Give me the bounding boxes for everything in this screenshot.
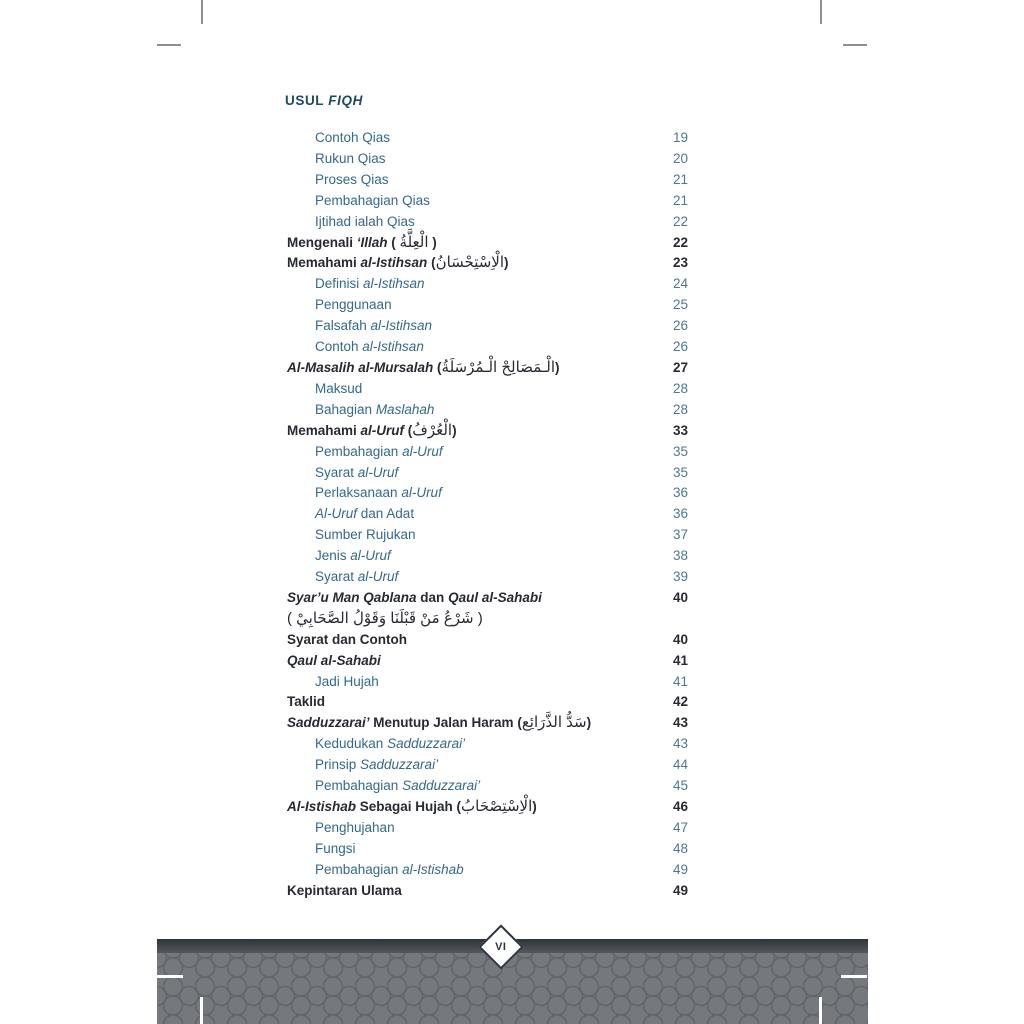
- toc-entry-label: Al-Uruf dan Adat: [315, 506, 415, 522]
- toc-entry: [287, 672, 688, 693]
- toc-page-number: 36: [672, 506, 688, 522]
- toc-page-number: 37: [672, 527, 688, 543]
- toc-entry-label: Sadduzzarai’ Menutup Jalan Haram (سَدُّ الذَّرَائِع): [287, 714, 592, 732]
- toc-entry-label: Pembahagian Sadduzzarai’: [315, 778, 481, 794]
- toc-entry: [287, 525, 688, 546]
- toc-page-number: 22: [672, 213, 688, 229]
- crop-mark-bottom-left-horizontal: [157, 975, 183, 978]
- running-head-plain: USUL: [285, 93, 324, 108]
- toc-entry: [287, 776, 688, 797]
- toc-entry: [287, 839, 688, 860]
- toc-entry-label: Syarat dan Contoh: [287, 631, 408, 647]
- toc-entry: [287, 400, 688, 421]
- toc-entry-label: Definisi al-Istihsan: [315, 276, 425, 292]
- toc-entry-label: Proses Qias: [315, 171, 389, 187]
- toc-entry-label: Sumber Rujukan: [315, 527, 416, 543]
- toc-entry-label: Maksud: [315, 380, 363, 396]
- toc-page-number: 40: [672, 631, 688, 647]
- toc-entry: [287, 128, 688, 149]
- toc-page-number: 20: [672, 150, 688, 166]
- toc-entry-label: Perlaksanaan al-Uruf: [315, 485, 442, 501]
- toc-page-number: 33: [672, 422, 688, 438]
- toc-entry: [287, 818, 688, 839]
- toc-entry-label: Qaul al-Sahabi: [287, 652, 381, 668]
- toc-entry-label: Taklid: [287, 694, 326, 710]
- crop-mark-bottom-right-horizontal: [841, 975, 867, 978]
- toc-entry: [287, 274, 688, 295]
- toc-page-number: 49: [672, 882, 688, 898]
- toc-entry: [287, 755, 688, 776]
- toc-entry-label: Syar’u Man Qablana dan Qaul al-Sahabi: [287, 589, 542, 605]
- crop-mark-bottom-left-vertical: [200, 997, 203, 1024]
- toc-entry: [287, 463, 688, 484]
- toc-entry: [287, 630, 688, 651]
- toc-entry: [287, 149, 688, 170]
- toc-entry: [287, 316, 688, 337]
- toc-entry: [287, 379, 688, 400]
- crop-mark-bottom-right-vertical: [819, 997, 822, 1024]
- toc-page-number: 48: [672, 840, 688, 856]
- toc-entry-label: Bahagian Maslahah: [315, 401, 435, 417]
- toc-entry: [287, 253, 688, 274]
- toc-page-number: 22: [672, 234, 688, 250]
- toc-entry: [287, 170, 688, 191]
- toc-page-number: 26: [672, 339, 688, 355]
- crop-mark-top-left-horizontal: [157, 44, 181, 46]
- toc-entry: [287, 860, 688, 881]
- toc-page-number: 28: [672, 401, 688, 417]
- toc-page-number: 27: [672, 359, 688, 375]
- toc-entry-label: Contoh Qias: [315, 130, 391, 145]
- toc-page-number: 28: [672, 380, 688, 396]
- page-number-roman: VI: [495, 941, 507, 953]
- toc-page-number: 38: [672, 548, 688, 564]
- toc-page-number: 35: [672, 464, 688, 480]
- toc-page-number: 46: [672, 799, 688, 814]
- toc-page-number: 40: [672, 589, 688, 605]
- toc-page-number: 49: [672, 861, 688, 877]
- crop-mark-top-right-horizontal: [843, 44, 867, 46]
- toc-entry: [287, 546, 688, 567]
- toc-entry-label: Falsafah al-Istihsan: [315, 318, 433, 334]
- toc-page-number: 36: [672, 485, 688, 501]
- toc-page-number: 43: [672, 715, 688, 731]
- toc-entry-label: Syarat al-Uruf: [315, 569, 399, 585]
- toc-entry: [287, 588, 688, 630]
- toc-entry-label: Mengenali ‘Illah ( الْعِلَّةُ ): [287, 233, 437, 251]
- toc-page-number: 35: [672, 443, 688, 459]
- toc-entry: [287, 504, 688, 525]
- crop-mark-top-right-vertical: [820, 0, 822, 24]
- toc-entry-label: Al-Istishab Sebagai Hujah (الْاِسْتِصْحَابُ): [287, 798, 537, 815]
- toc-entry: [287, 797, 688, 818]
- toc-entry-label: Fungsi: [315, 840, 356, 856]
- toc-page-number: 39: [672, 569, 688, 585]
- running-head-italic: FIQH: [328, 93, 363, 108]
- toc-entry-label: Kedudukan Sadduzzarai’: [315, 736, 466, 752]
- toc-page-number: 26: [672, 318, 688, 334]
- toc-entry-label: Penghujahan: [315, 819, 395, 835]
- toc-page-number: 24: [672, 276, 688, 292]
- toc-entry-arabic-line: ( شَرْعُ مَنْ قَبْلَنَا وَقَوْلُ الصَّحَابِيْ ): [287, 609, 483, 627]
- toc-page-number: 47: [672, 819, 688, 835]
- toc-page-number: 19: [672, 130, 688, 145]
- toc-entry: [287, 881, 688, 902]
- toc-entry: [287, 421, 688, 442]
- toc-entry-label: Penggunaan: [315, 297, 392, 313]
- toc-page-number: 25: [672, 297, 688, 313]
- toc-entry-label: Memahami al-Istihsan (الْاِسْتِحْسَانُ): [287, 254, 509, 272]
- toc-entry-label: Ijtihad ialah Qias: [315, 213, 415, 229]
- toc-entry: [287, 191, 688, 212]
- toc-entry: [287, 567, 688, 588]
- toc-entry-label: Rukun Qias: [315, 150, 386, 166]
- crop-mark-top-left-vertical: [201, 0, 203, 24]
- toc-entry: [287, 442, 688, 463]
- toc-entry-label: Jenis al-Uruf: [315, 548, 391, 564]
- toc-entry-label: Syarat al-Uruf: [315, 464, 399, 480]
- toc-entry: [287, 337, 688, 358]
- toc-entry: [287, 713, 688, 734]
- toc-entry-label: Memahami al-Uruf (الْعُرْفُ): [287, 421, 457, 439]
- toc-page-number: 41: [672, 652, 688, 668]
- toc-page-number: 41: [672, 673, 688, 689]
- toc-entry-label: Pembahagian al-Istishab: [315, 861, 464, 877]
- toc-entry: [287, 295, 688, 316]
- toc-page-number: 44: [672, 757, 688, 773]
- toc-page-number: 43: [672, 736, 688, 752]
- toc-entry: [287, 212, 688, 233]
- toc-entry-label: Al-Masalih al-Mursalah (الْـمَصَالِحْ الْـمُرْسَلَةُ): [287, 358, 560, 376]
- toc-entry: [287, 651, 688, 672]
- toc-entry: [287, 734, 688, 755]
- toc-entry-label: Contoh al-Istihsan: [315, 339, 424, 355]
- toc-entry-label: Jadi Hujah: [315, 673, 379, 689]
- toc-entry: [287, 483, 688, 504]
- toc-entry: [287, 692, 688, 713]
- toc-page-number: 21: [672, 171, 688, 187]
- toc-page-number: 21: [672, 192, 688, 208]
- toc-page-number: 23: [672, 255, 688, 271]
- running-head: [285, 93, 363, 108]
- toc-entry: [287, 233, 688, 254]
- toc-entry-label: Prinsip Sadduzzarai’: [315, 757, 439, 773]
- toc-page-number: 42: [672, 694, 688, 710]
- toc-entry-label: Pembahagian Qias: [315, 192, 430, 208]
- toc-entry-label: Pembahagian al-Uruf: [315, 443, 443, 459]
- toc-entry: [287, 358, 688, 379]
- toc-page-number: 45: [672, 778, 688, 794]
- toc-list: [287, 128, 688, 902]
- toc-entry-label: Kepintaran Ulama: [287, 882, 402, 898]
